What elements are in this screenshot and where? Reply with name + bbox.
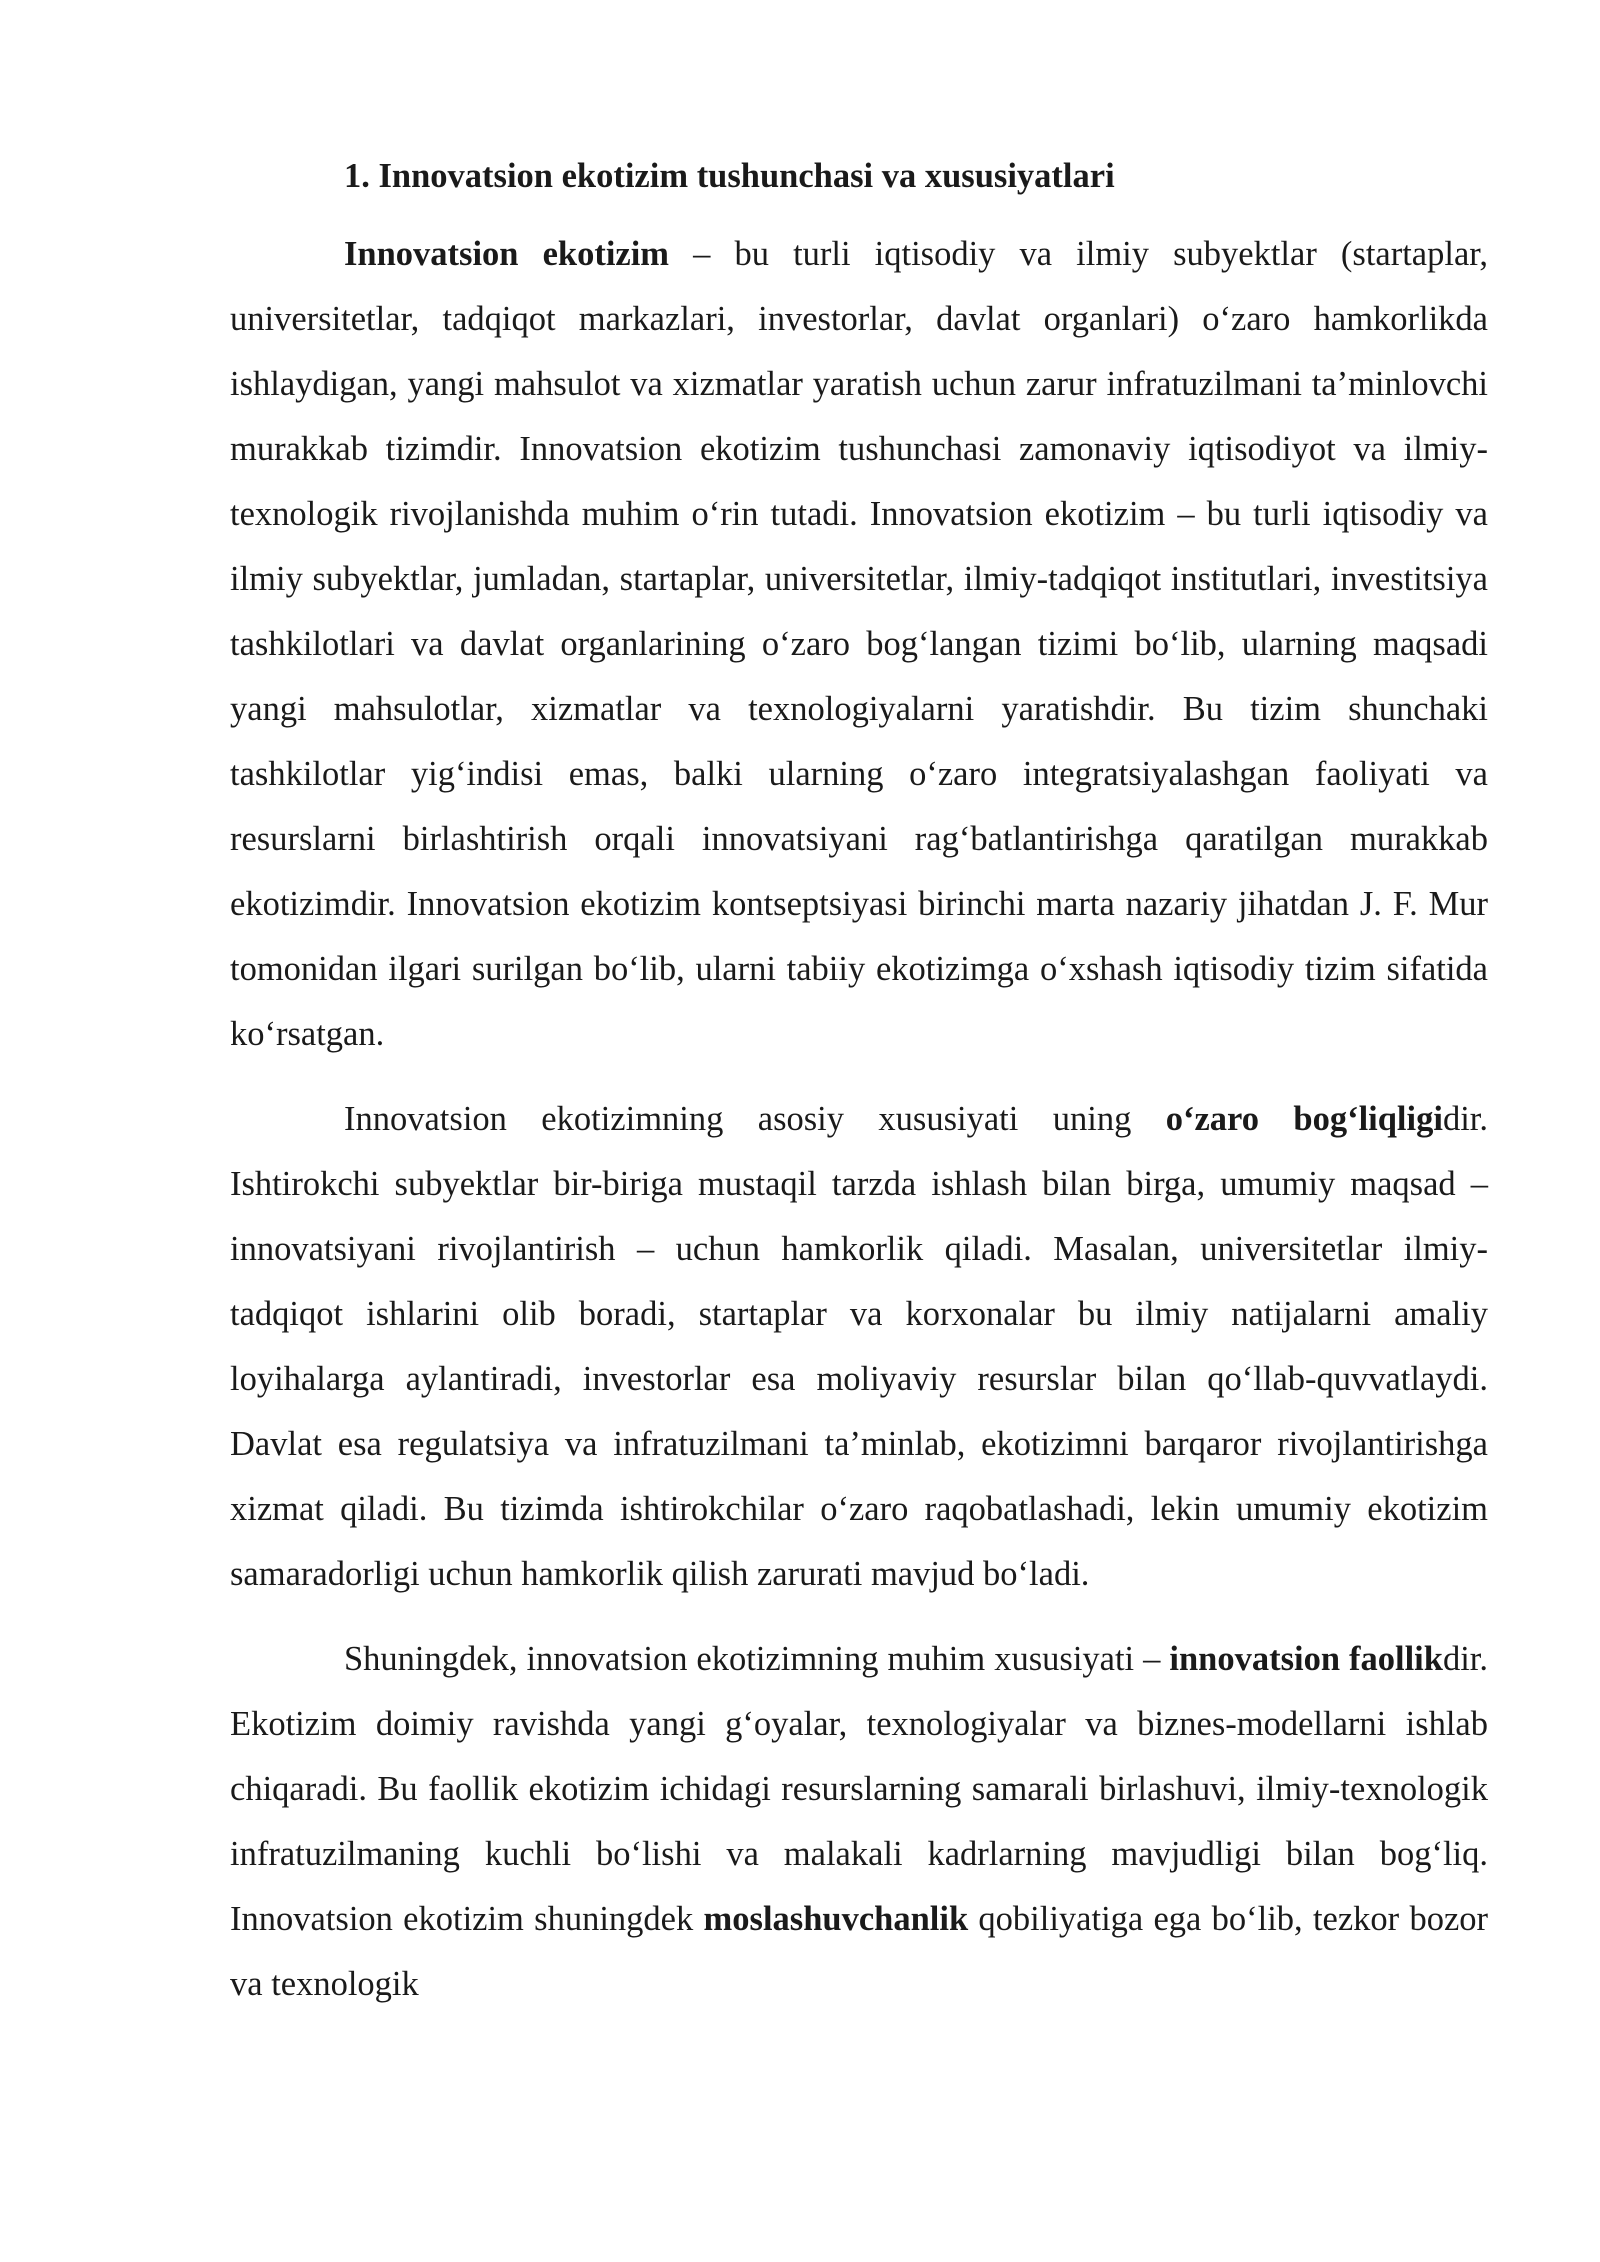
section-heading: 1. Innovatsion ekotizim tushunchasi va xususiyatlari (344, 157, 1115, 195)
paragraph-text: qobiliyatiga ega bo‘lib, tezkor bozor va texnologik (230, 1900, 1488, 2003)
document-body (230, 150, 1488, 2037)
paragraph-text: dir. Ishtirokchi subyektlar bir-biriga mustaqil tarzda ishlash bilan birga, umumiy maqsad – innovatsiyani rivojlantirish – uchun hamkorlik qiladi. Masalan, universitetlar ilmiy-tadqiqot ishlarini olib boradi, startaplar va korxonalar bu ilmiy natijalarni amaliy loyihalarga aylantiradi, investorlar esa moliyaviy resurslar bilan qo‘llab-quvvatlaydi. Davlat esa regulatsiya va infratuzilmani ta’minlab, ekotizimni barqaror rivojlantirishga xizmat qiladi. Bu tizimda ishtirokchilar o‘zaro raqobatlashadi, lekin umumiy ekotizim samaradorligi uchun hamkorlik qilish zarurati mavjud bo‘ladi. (230, 1100, 1488, 1593)
paragraph-text: Shuningdek, innovatsion ekotizimning muhim xususiyati – (344, 1640, 1170, 1678)
bold-term: o‘zaro bog‘liqligi (1165, 1100, 1443, 1138)
paragraph-text: Innovatsion ekotizimning asosiy xususiyati uning (344, 1100, 1166, 1138)
paragraph-text: dir. Ekotizim doimiy ravishda yangi g‘oyalar, texnologiyalar va biznes-modellarni ishlab chiqaradi. Bu faollik ekotizim ichidagi resurslarning samarali birlashuvi, ilmiy-texnologik infratuzilmaning kuchli bo‘lishi va malakali kadrlarning mavjudligi bilan bog‘liq. Innovatsion ekotizim shuningdek (230, 1640, 1488, 1938)
paragraph-innovative-activity (230, 1627, 1488, 2017)
bold-term: Innovatsion ekotizim (344, 235, 670, 273)
bold-term: innovatsion faollik (1169, 1640, 1443, 1678)
bold-term: moslashuvchanlik (703, 1900, 969, 1938)
paragraph-definition (230, 222, 1488, 1067)
paragraph-interdependence (230, 1087, 1488, 1607)
paragraph-text: – bu turli iqtisodiy va ilmiy subyektlar (startaplar, universitetlar, tadqiqot markazlari, investorlar, davlat organlari) o‘zaro hamkorlikda ishlaydigan, yangi mahsulot va xizmatlar yaratish uchun zarur infratuzilmani ta’minlovchi murakkab tizimdir. Innovatsion ekotizim tushunchasi zamonaviy iqtisodiyot va ilmiy-texnologik rivojlanishda muhim o‘rin tutadi. Innovatsion ekotizim – bu turli iqtisodiy va ilmiy subyektlar, jumladan, startaplar, universitetlar, ilmiy-tadqiqot institutlari, investitsiya tashkilotlari va davlat organlarining o‘zaro bog‘langan tizimi bo‘lib, ularning maqsadi yangi mahsulotlar, xizmatlar va texnologiyalarni yaratishdir. Bu tizim shunchaki tashkilotlar yig‘indisi emas, balki ularning o‘zaro integratsiyalashgan faoliyati va resurslarni birlashtirish orqali innovatsiyani rag‘batlantirishga qaratilgan murakkab ekotizimdir. Innovatsion ekotizim kontseptsiyasi birinchi marta nazariy jihatdan J. F. Mur tomonidan ilgari surilgan bo‘lib, ularni tabiiy ekotizimga o‘xshash iqtisodiy tizim sifatida ko‘rsatgan. (230, 235, 1488, 1053)
